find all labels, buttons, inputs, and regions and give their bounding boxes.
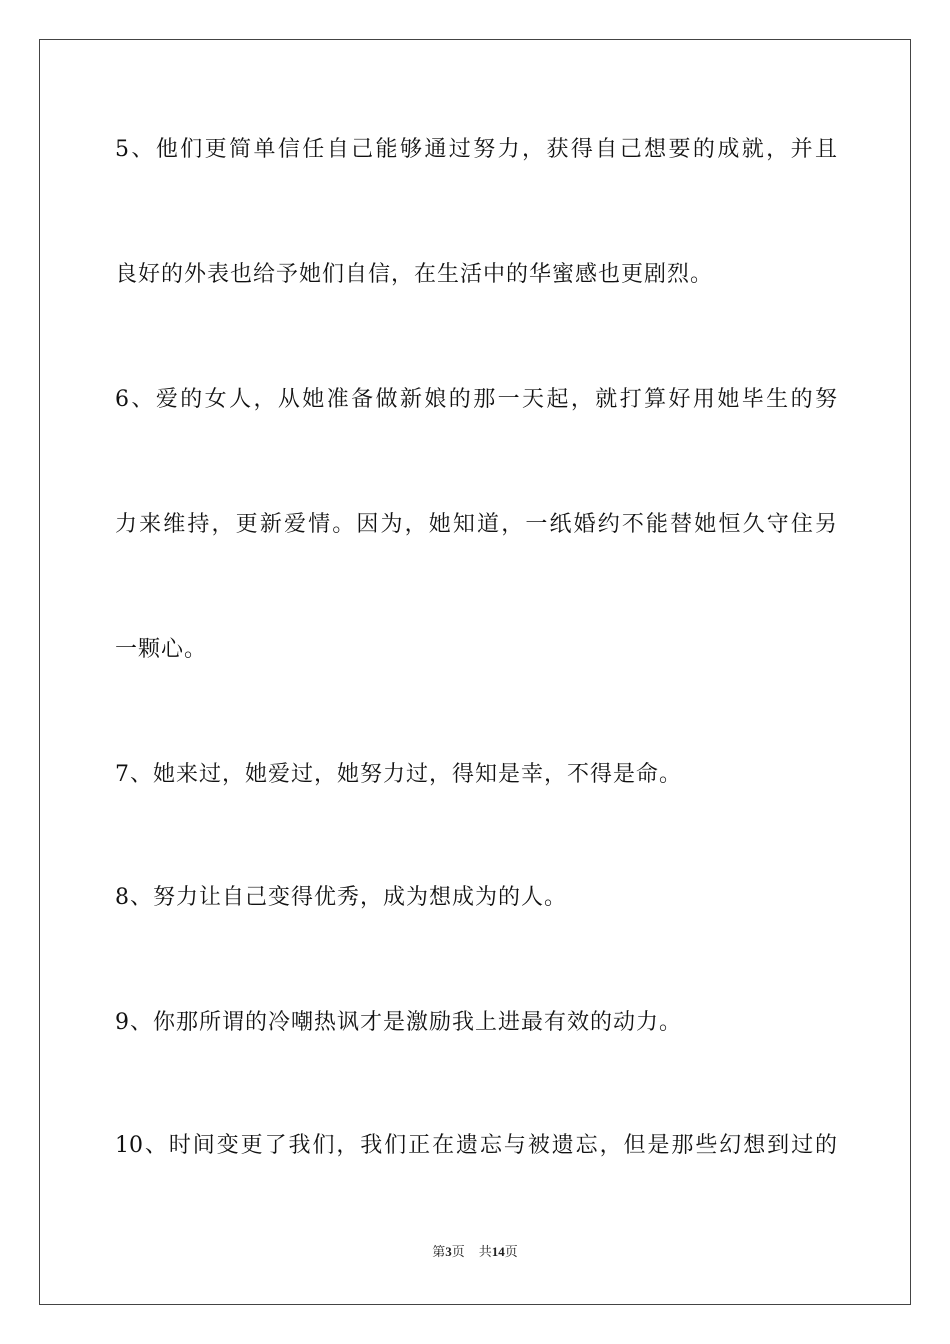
- footer-total-pages: 14: [491, 1244, 505, 1259]
- footer-page-suffix: 页: [451, 1244, 465, 1259]
- text-line-5: 一颗心。: [115, 637, 208, 662]
- text-line-3: 6、爱的女人，从她准备做新娘的那一天起，就打算好用她毕生的努: [115, 387, 837, 412]
- text-line-8: 9、你那所谓的冷嘲热讽才是激励我上进最有效的动力。: [115, 1010, 682, 1035]
- footer-page-prefix: 第: [432, 1244, 446, 1259]
- text-line-9: 10、时间变更了我们，我们正在遗忘与被遗忘，但是那些幻想到过的: [115, 1133, 837, 1158]
- footer-total-suffix: 页: [504, 1244, 518, 1259]
- text-line-6: 7、她来过，她爱过，她努力过，得知是幸，不得是命。: [115, 762, 682, 787]
- page-border: [39, 39, 911, 1305]
- page-footer: [0, 1243, 950, 1261]
- text-line-2: 良好的外表也给予她们自信，在生活中的华蜜感也更剧烈。: [115, 262, 714, 287]
- text-line-7: 8、努力让自己变得优秀，成为想成为的人。: [115, 885, 567, 910]
- text-line-4: 力来维持，更新爱情。因为，她知道，一纸婚约不能替她恒久守住另: [115, 512, 837, 537]
- text-line-1: 5、他们更简单信任自己能够通过努力，获得自己想要的成就，并且: [115, 137, 837, 162]
- footer-total-prefix: 共: [478, 1244, 492, 1259]
- footer-page-number: 3: [445, 1244, 452, 1259]
